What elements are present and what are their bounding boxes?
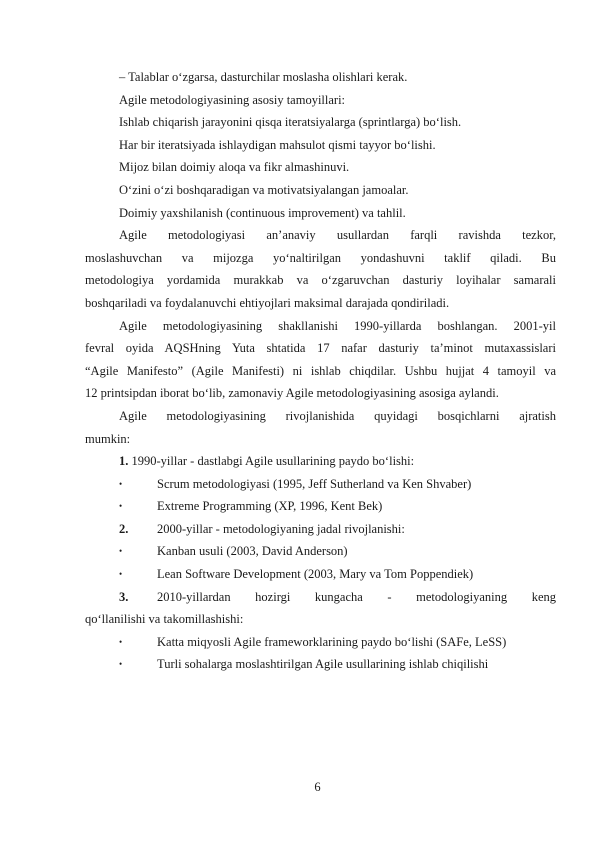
list-item — [85, 473, 556, 496]
stage-number: 2. — [119, 521, 129, 536]
text-line: O‘zini o‘zi boshqaradigan va motivatsiyalangan jamoalar. — [119, 182, 409, 197]
list-item-text: Extreme Programming (XP, 1996, Kent Bek) — [157, 499, 383, 514]
list-item-text: Katta miqyosli Agile frameworklarining paydo bo‘lishi (SAFe, LeSS) — [157, 634, 507, 649]
paragraph-agile-stages — [85, 405, 556, 450]
list-item-text: Scrum metodologiyasi (1995, Jeff Sutherland va Ken Shvaber) — [157, 476, 472, 491]
text-line: Doimiy yaxshilanish (continuous improvement) va tahlil. — [119, 205, 406, 220]
stage-text: 1990-yillar - dastlabgi Agile usullarining paydo bo‘lishi: — [128, 454, 415, 469]
paragraph-agile-history — [85, 315, 556, 405]
list-item — [85, 653, 556, 676]
text-line: Har bir iteratsiyada ishlaydigan mahsulot qismi tayyor bo‘lishi. — [119, 137, 436, 152]
paragraph-line: Agile metodologiyasining shakllanishi 1990-yillarda boshlangan. 2001-yil — [119, 318, 556, 333]
list-item — [85, 495, 556, 518]
paragraph-line: boshqariladi va foydalanuvchi ehtiyojlari maksimal darajada qondiriladi. — [85, 295, 450, 310]
page-number: 6 — [314, 780, 321, 794]
paragraph-line: “Agile Manifesto” (Agile Manifesti) ni ishlab chiqdilar. Ushbu hujjat 4 tamoyil va — [85, 363, 556, 378]
list-item-text: Lean Software Development (2003, Mary va Tom Poppendiek) — [157, 567, 474, 582]
paragraph-line: Agile metodologiyasining rivojlanishida quyidagi bosqichlarni ajratish — [119, 408, 556, 423]
bullet-icon: • — [119, 546, 123, 557]
document-page — [85, 66, 556, 676]
bullet-icon: • — [119, 569, 123, 580]
stage-number: 1. — [119, 454, 129, 469]
text-line: – Talablar o‘zgarsa, dasturchilar moslasha olishlari kerak. — [119, 70, 408, 84]
bullet-icon: • — [119, 478, 123, 489]
bullet-icon: • — [119, 636, 123, 647]
text-line: Mijoz bilan doimiy aloqa va fikr almashinuvi. — [119, 160, 350, 175]
list-item-text: Turli sohalarga moslashtirilgan Agile usullarining ishlab chiqilishi — [157, 657, 489, 672]
list-item-text: Kanban usuli (2003, David Anderson) — [157, 544, 348, 559]
stage-heading — [85, 450, 556, 473]
text-line: Agile metodologiyasining asosiy tamoyillari: — [119, 92, 346, 107]
stage-number: 3. — [119, 589, 129, 604]
stage-heading — [85, 586, 556, 609]
bullet-icon: • — [119, 659, 123, 670]
stage-text: 2000-yillar - metodologiyaning jadal rivojlanishi: — [157, 521, 405, 536]
paragraph-line: moslashuvchan va mijozga yo‘naltirilgan yondashuvni taklif qiladi. Bu — [85, 250, 556, 265]
list-item — [85, 631, 556, 654]
stage-heading — [85, 518, 556, 541]
paragraph-line: mumkin: — [85, 431, 131, 446]
paragraph-line: Agile metodologiyasi an’anaviy usullardan farqli ravishda tezkor, — [119, 228, 556, 243]
paragraph-line: metodologiya yordamida murakkab va o‘zgaruvchan dasturiy loyihalar samarali — [85, 273, 556, 288]
list-item — [85, 540, 556, 563]
paragraph-line: fevral oyida AQSHning Yuta shtatida 17 nafar dasturiy ta’minot mutaxassislari — [85, 341, 556, 356]
text-line: Ishlab chiqarish jarayonini qisqa iteratsiyalarga (sprintlarga) bo‘lish. — [119, 115, 462, 130]
stage-text: 2010-yillardan hozirgi kungacha - metodologiyaning keng — [157, 589, 556, 604]
bullet-icon: • — [119, 501, 123, 512]
paragraph-line: 12 printsipdan iborat bo‘lib, zamonaviy Agile metodologiyasining asosiga aylandi. — [85, 386, 499, 401]
list-item — [85, 563, 556, 586]
stage-text-continued: qo‘llanilishi va takomillashishi: — [85, 612, 244, 627]
paragraph-agile-intro — [85, 224, 556, 314]
